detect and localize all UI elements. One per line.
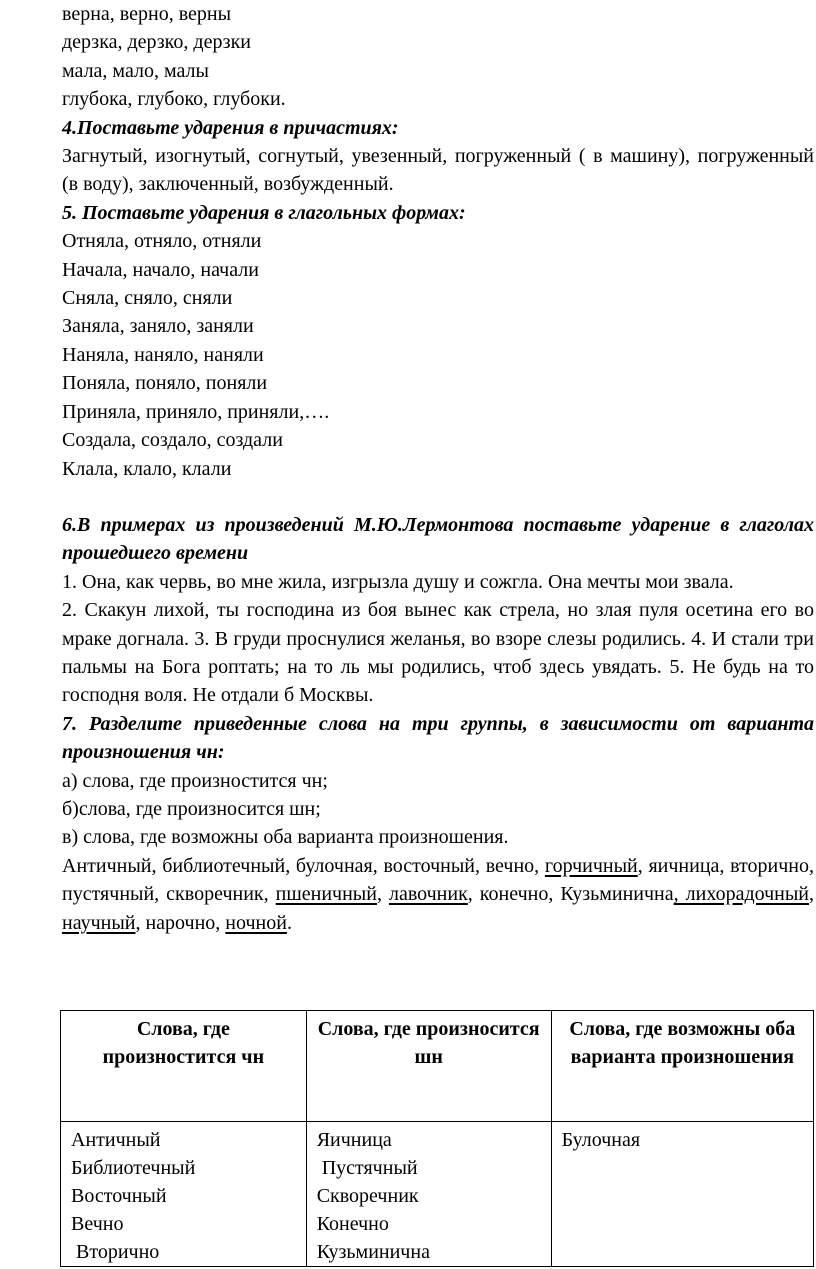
underlined-word: научный — [62, 911, 136, 934]
table-row — [61, 1122, 814, 1267]
verb-forms-line: Заняла, заняло, заняли — [62, 315, 254, 338]
task7-option: в) слова, где возможны оба варианта произношения. — [62, 826, 509, 849]
task6-example-2: 2. Скакун лихой, ты господина из боя вынес как стрела, но злая пуля осетина его во мраке догнала. 3. В груди проснулися желанья, во взоре слезы родились. 4. И стали три пальмы на Бога роптать; на то ль мы родились, чтоб здесь увядать. 5. Не будь на то господня воля. Не отдали б Москвы. — [62, 599, 814, 707]
stress-line: глубока, глубоко, глубоки. — [62, 88, 286, 111]
word-item: Скворечник — [316, 1185, 419, 1207]
task6-example-1: 1. Она, как червь, во мне жила, изгрызла душу и сожгла. Она мечты мои звала. — [62, 570, 734, 593]
word-text: Античный, библиотечный, булочная, восточный, вечно, — [62, 854, 545, 877]
task4-text: Загнутый, изогнутый, согнутый, увезенный, погруженный ( в машину), погруженный (в воду), заключенный, возбужденный. — [62, 145, 814, 196]
stress-line: верна, верно, верны — [62, 3, 232, 25]
word-text: , нарочно, — [135, 911, 226, 934]
document-page — [62, 0, 814, 937]
verb-forms-line: Клала, клало, клали — [62, 457, 232, 480]
word-item: Вечно — [71, 1213, 124, 1235]
classification-table — [60, 1010, 814, 1267]
table-header-cell: Слова, где произностится чн — [61, 1011, 307, 1122]
word-item: Конечно — [316, 1213, 389, 1235]
word-text: . — [286, 911, 292, 934]
task7-option: а) слова, где произностится чн; — [62, 769, 328, 792]
table-header-cell: Слова, где возможны оба варианта произношения — [551, 1011, 813, 1122]
task7-heading: 7. Разделите приведенные слова на три группы, в зависимости от варианта произношения чн: — [62, 712, 814, 764]
stress-line: дерзка, дерзко, дерзки — [62, 31, 252, 54]
table-header-cell: Слова, где произносится шн — [306, 1011, 551, 1122]
stress-line: мала, мало, малы — [62, 59, 209, 82]
word-item: Кузьминична — [316, 1241, 430, 1263]
word-item: Библиотечный — [71, 1157, 196, 1179]
table-header-row — [61, 1011, 814, 1122]
verb-forms-line: Отняла, отняло, отняли — [62, 230, 262, 253]
word-text: , конечно, Кузьминична — [467, 883, 674, 906]
verb-forms-line: Наняла, наняло, наняли — [62, 343, 264, 366]
underlined-word: горчичный — [544, 854, 638, 877]
word-item: Вторично — [71, 1241, 160, 1263]
spacer — [62, 483, 814, 511]
underlined-word: пшеничный — [275, 883, 377, 906]
task5-heading: 5. Поставьте ударения в глагольных формах: — [62, 201, 466, 224]
word-text: , — [809, 883, 815, 906]
task7-word-list — [62, 852, 814, 937]
table-cell-shn — [306, 1122, 551, 1267]
word-item: Античный — [71, 1129, 161, 1151]
table-cell-both — [551, 1122, 813, 1267]
task4-heading: 4.Поставьте ударения в причастиях: — [62, 116, 399, 139]
task7-option: б)слова, где произносится шн; — [62, 797, 321, 820]
word-text: , яичница, вторично, пустячный, скворечник, — [62, 854, 814, 906]
word-item: Яичница — [316, 1129, 392, 1151]
verb-forms-line: Поняла, поняло, поняли — [62, 372, 268, 395]
underlined-word: , лихорадочный — [673, 883, 810, 906]
word-text: , — [376, 883, 389, 906]
verb-forms-line: Начала, начало, начали — [62, 258, 259, 281]
table-cell-chn — [61, 1122, 307, 1267]
word-item: Пустячный — [316, 1157, 418, 1179]
underlined-word: ночной — [225, 911, 287, 934]
verb-forms-line: Сняла, сняло, сняли — [62, 287, 233, 310]
task6-heading: 6.В примерах из произведений М.Ю.Лермонтова поставьте ударение в глаголах прошедшего времени — [62, 513, 814, 565]
word-item: Восточный — [71, 1185, 167, 1207]
verb-forms-line: Приняла, приняло, приняли,…. — [62, 400, 330, 423]
underlined-word: лавочник — [388, 883, 468, 906]
word-item: Булочная — [561, 1129, 641, 1151]
verb-forms-line: Создала, создало, создали — [62, 429, 283, 452]
